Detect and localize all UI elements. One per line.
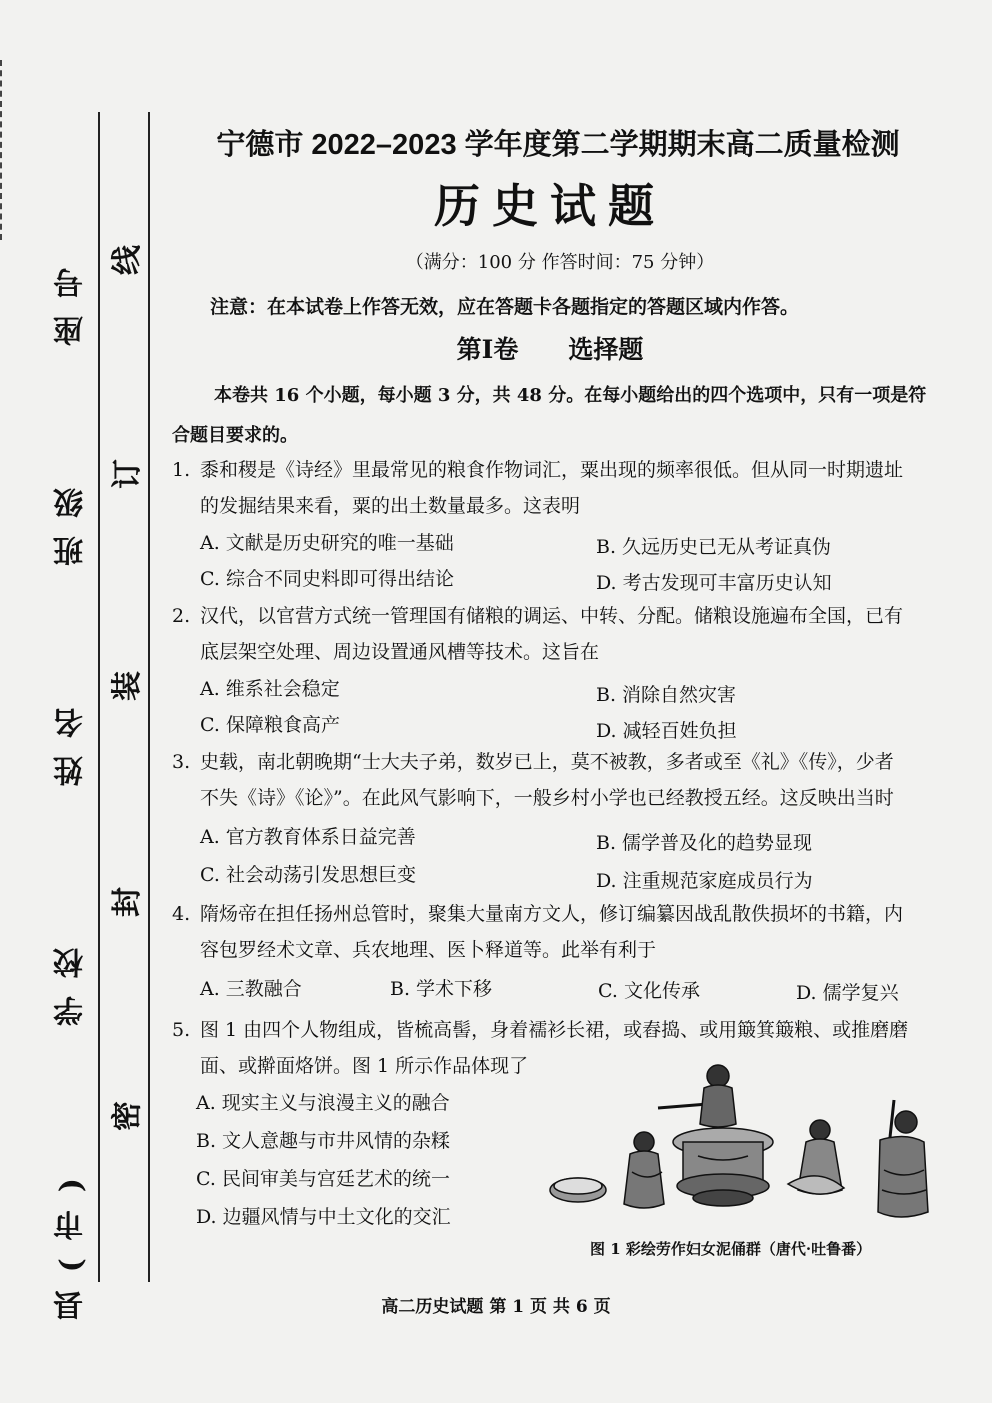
option-d: D. 边疆风情与中土文化的交汇: [196, 1206, 451, 1228]
field-class: 班级: [50, 470, 94, 566]
figure-caption: 图 1 彩绘劳作妇女泥俑群（唐代·吐鲁番）: [590, 1240, 872, 1258]
figurine-pounding-woman: [878, 1100, 928, 1217]
question-stem: 黍和稷是《诗经》里最常见的粮食作物词汇，粟出现的频率很低。但从同一时期遗址: [200, 459, 904, 481]
option-b: B. 消除自然灾害: [596, 684, 737, 706]
figurine-winnowing-woman: [788, 1120, 844, 1194]
option-c: C. 社会动荡引发思想巨变: [200, 864, 416, 886]
field-seat-number: 座号: [50, 250, 94, 346]
option-d: D. 注重规范家庭成员行为: [596, 870, 813, 892]
figurine-millstone-woman: [658, 1065, 773, 1206]
field-school: 学校: [50, 930, 94, 1026]
question-stem: 隋炀帝在担任扬州总管时，聚集大量南方文人，修订编纂因战乱散佚损坏的书籍，内: [200, 903, 904, 925]
question-1: [172, 452, 942, 524]
option-a: A. 维系社会稳定: [200, 678, 340, 700]
option-c: C. 民间审美与宫廷艺术的统一: [196, 1168, 450, 1190]
section-name: 选择题: [568, 335, 644, 364]
seal-char-seal: 封: [102, 882, 146, 922]
seal-char-secret: 密: [102, 1096, 146, 1136]
exam-title-line: 宁德市 2022–2023 学年度第二学期期末高二质量检测: [216, 129, 900, 161]
question-stem-cont: 的发掘结果来看，粟的出土数量最多。这表明: [200, 495, 581, 517]
option-a: A. 文献是历史研究的唯一基础: [200, 532, 454, 554]
figurine-baking-woman: [550, 1132, 664, 1208]
question-number: 2.: [172, 605, 191, 627]
page-footer: 高二历史试题 第 1 页 共 6 页: [381, 1297, 611, 1317]
section-part: 第Ⅰ卷: [456, 335, 519, 364]
score-time-info: （满分：100 分 作答时间：75 分钟）: [405, 252, 715, 273]
option-b: B. 学术下移: [390, 978, 493, 1000]
option-d: D. 考古发现可丰富历史认知: [596, 572, 832, 594]
question-stem-cont: 底层架空处理、周边设置通风槽等技术。这旨在: [200, 641, 600, 663]
field-county: 县(市): [50, 1160, 94, 1320]
edge-perforation: [0, 60, 10, 240]
binding-line-outer: [148, 112, 150, 1282]
answer-notice: 注意：在本试卷上作答无效，应在答题卡各题指定的答题区域内作答。: [210, 296, 800, 318]
figure-clay-figurines: [548, 1060, 938, 1240]
question-number: 1.: [172, 459, 191, 481]
option-d: D. 儒学复兴: [796, 982, 899, 1004]
question-4: [172, 896, 942, 968]
question-stem-cont: 不失《诗》《论》”。在此风气影响下，一般乡村小学也已经教授五经。这反映出当时: [200, 787, 894, 809]
option-a: A. 三教融合: [200, 978, 302, 1000]
option-c: C. 保障粮食高产: [200, 714, 340, 736]
subject-title: 历史试题: [434, 179, 666, 233]
option-b: B. 文人意趣与市井风情的杂糅: [196, 1130, 451, 1152]
option-b: B. 儒学普及化的趋势显现: [596, 832, 813, 854]
binding-line-inner: [98, 112, 100, 1282]
option-a: A. 现实主义与浪漫主义的融合: [196, 1092, 450, 1114]
question-stem-cont: 容包罗经术文章、兵农地理、医卜释道等。此举有利于: [200, 939, 657, 961]
question-number: 3.: [172, 751, 191, 773]
question-stem: 汉代，以官营方式统一管理国有储粮的调运、中转、分配。储粮设施遍布全国，已有: [200, 605, 904, 627]
question-number: 4.: [172, 903, 191, 925]
seal-char-line: 线: [102, 240, 146, 280]
seal-char-bind: 订: [102, 454, 146, 494]
question-number: 5.: [172, 1019, 191, 1041]
option-d: D. 减轻百姓负担: [596, 720, 737, 742]
seal-char-install: 装: [102, 666, 146, 706]
question-stem: 图 1 由四个人物组成，皆梳高髻，身着襦衫长裙，或舂捣、或用簸箕簸粮、或推磨磨: [200, 1019, 909, 1041]
question-stem-cont: 面、或擀面烙饼。图 1 所示作品体现了: [200, 1055, 529, 1077]
section-heading: [400, 330, 700, 366]
question-stem: 史载，南北朝晚期“士大夫子弟，数岁已上，莫不被教，多者或至《礼》《传》，少者: [200, 751, 894, 773]
option-a: A. 官方教育体系日益完善: [200, 826, 416, 848]
binding-strip: [0, 0, 160, 1403]
option-c: C. 综合不同史料即可得出结论: [200, 568, 454, 590]
question-3: [172, 744, 942, 816]
question-2: [172, 598, 942, 670]
section-instructions: 本卷共 16 个小题，每小题 3 分，共 48 分。在每小题给出的四个选项中，只有一项是符合题目要求的。: [172, 385, 927, 446]
field-name: 姓名: [50, 690, 94, 786]
option-c: C. 文化传承: [598, 980, 700, 1002]
option-b: B. 久远历史已无从考证真伪: [596, 536, 832, 558]
